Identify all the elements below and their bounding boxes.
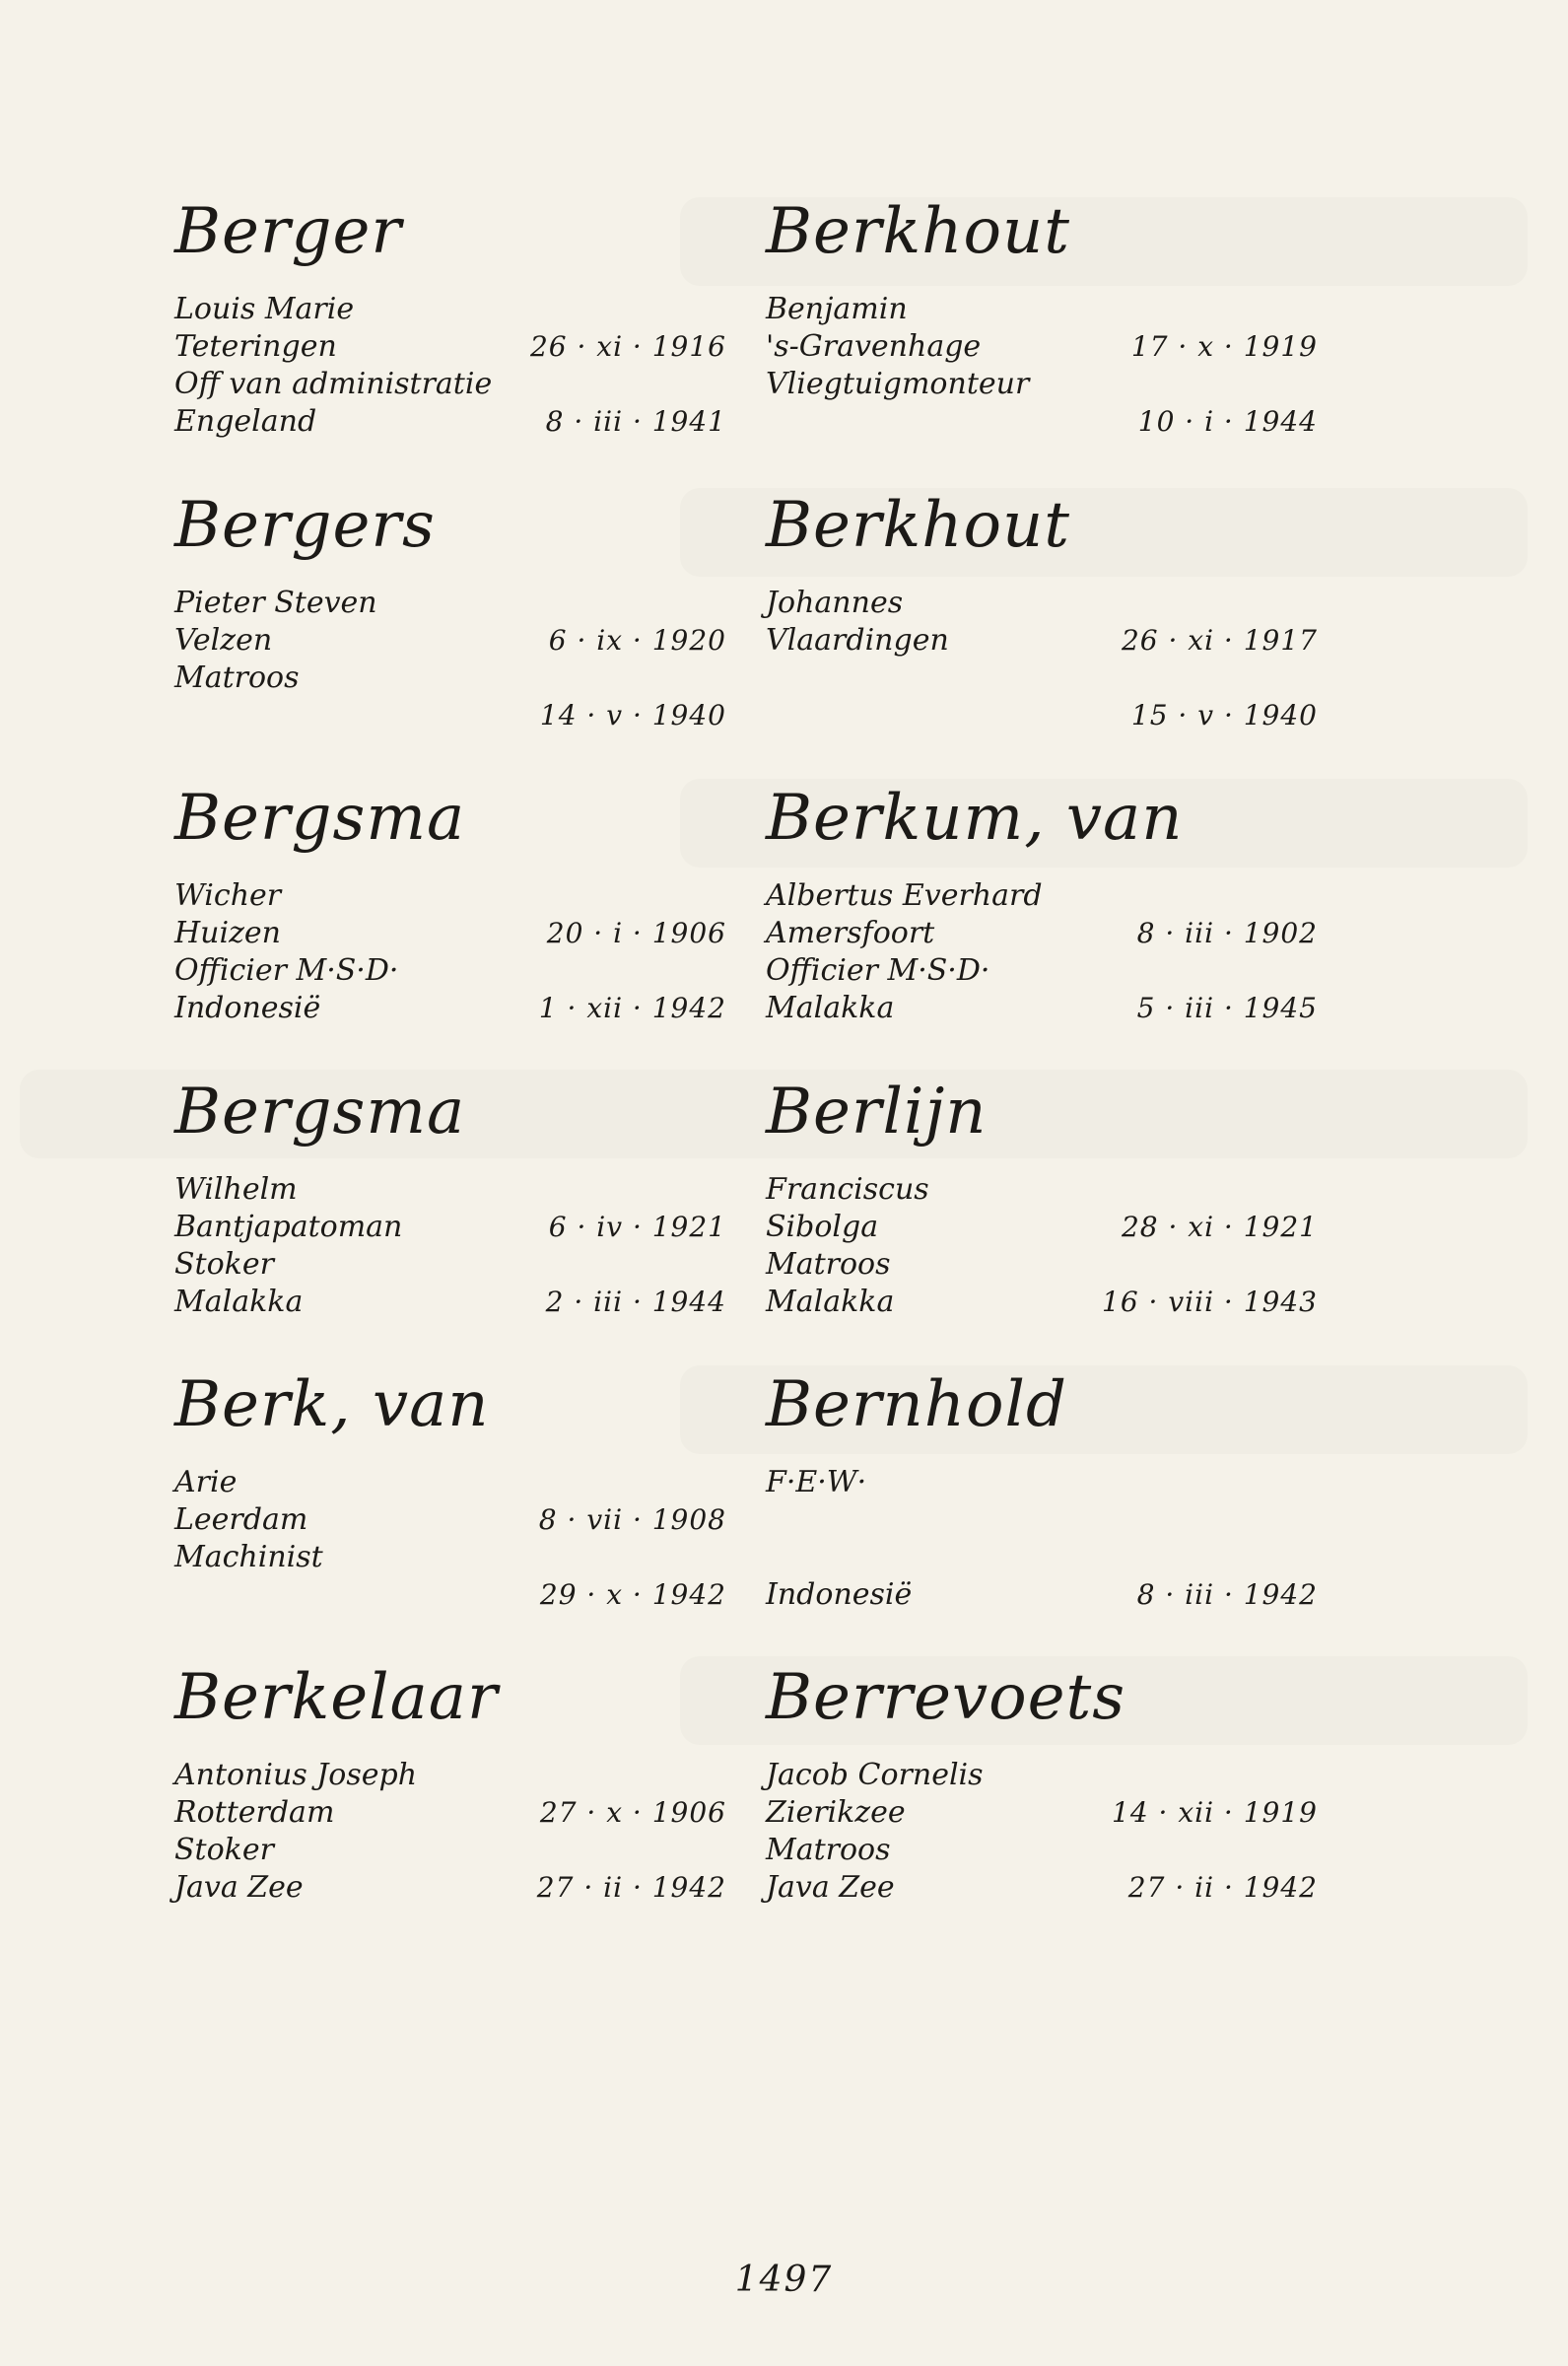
rank: Officier M·S·D· — [766, 953, 990, 988]
first-names-line — [766, 877, 1318, 915]
rank-line — [766, 1539, 1318, 1576]
rank: Matroos — [766, 1833, 891, 1867]
surname: Berrevoets — [766, 1661, 1126, 1734]
rank-line — [174, 1832, 726, 1869]
first-names-line — [766, 1757, 1318, 1794]
birth-line — [766, 328, 1318, 366]
birth-date: 8 · iii · 1902 — [1136, 917, 1318, 949]
birth-date: 20 · i · 1906 — [546, 917, 726, 949]
surname: Berlijn — [766, 1076, 988, 1148]
birth-date: 26 · xi · 1916 — [529, 330, 726, 363]
death-place: Java Zee — [174, 1870, 304, 1905]
first-names-line — [174, 585, 726, 622]
death-line — [174, 1869, 726, 1907]
death-place: Indonesië — [174, 991, 321, 1025]
death-date: 5 · iii · 1945 — [1136, 992, 1318, 1024]
entry-berkhout-2 — [766, 486, 1318, 734]
death-line — [766, 697, 1318, 734]
first-names: Franciscus — [766, 1172, 929, 1207]
first-names-line — [174, 1757, 726, 1794]
rank: Off van administratie — [174, 367, 493, 401]
death-line — [766, 990, 1318, 1027]
death-date: 15 · v · 1940 — [1130, 699, 1318, 731]
rank: Stoker — [174, 1833, 274, 1867]
first-names-line — [766, 585, 1318, 622]
death-line — [174, 1576, 726, 1614]
first-names: Antonius Joseph — [174, 1758, 418, 1792]
rank-line — [174, 1539, 726, 1576]
birthplace: Amersfoort — [766, 916, 935, 950]
birth-date: 17 · x · 1919 — [1130, 330, 1318, 363]
birth-line — [174, 1501, 726, 1539]
death-line — [766, 403, 1318, 441]
entry-berkelaar — [174, 1658, 726, 1907]
entry-berrevoets — [766, 1658, 1318, 1907]
surname: Bergers — [174, 489, 436, 562]
rank-line — [766, 660, 1318, 697]
first-names-line — [174, 1464, 726, 1501]
first-names-line — [174, 877, 726, 915]
first-names: Johannes — [766, 586, 904, 620]
rank: Matroos — [766, 1247, 891, 1282]
death-line — [174, 403, 726, 441]
birth-date: 27 · x · 1906 — [539, 1796, 726, 1829]
death-line — [766, 1869, 1318, 1907]
first-names: Jacob Cornelis — [766, 1758, 984, 1792]
entry-bernhold — [766, 1365, 1318, 1614]
death-date: 27 · ii · 1942 — [536, 1871, 726, 1904]
entry-bergers — [174, 486, 726, 734]
death-line — [766, 1576, 1318, 1614]
birth-line — [766, 1209, 1318, 1246]
rank-line — [174, 952, 726, 990]
birthplace: 's-Gravenhage — [766, 329, 982, 364]
surname: Bergsma — [174, 1076, 466, 1148]
first-names: Louis Marie — [174, 292, 355, 326]
first-names: Arie — [174, 1465, 238, 1499]
entry-bergsma-2 — [174, 1073, 726, 1321]
first-names-line — [174, 1171, 726, 1209]
first-names-line — [766, 1464, 1318, 1501]
birthplace: Huizen — [174, 916, 281, 950]
birthplace: Teteringen — [174, 329, 337, 364]
surname: Berkhout — [766, 195, 1070, 268]
birth-line — [174, 328, 726, 366]
rank-line — [766, 1832, 1318, 1869]
death-date: 16 · viii · 1943 — [1102, 1286, 1318, 1318]
birthplace: Leerdam — [174, 1502, 308, 1537]
death-line — [174, 697, 726, 734]
death-date: 1 · xii · 1942 — [538, 992, 726, 1024]
death-place: Malakka — [174, 1285, 304, 1319]
rank: Machinist — [174, 1540, 323, 1574]
death-date: 14 · v · 1940 — [539, 699, 726, 731]
birth-line — [174, 1209, 726, 1246]
death-place: Indonesië — [766, 1577, 913, 1612]
birth-line — [766, 622, 1318, 660]
birthplace: Velzen — [174, 623, 273, 658]
birth-date: 8 · vii · 1908 — [538, 1503, 726, 1536]
rank: Stoker — [174, 1247, 274, 1282]
death-date: 2 · iii · 1944 — [545, 1286, 726, 1318]
birthplace: Zierikzee — [766, 1795, 906, 1830]
birth-line — [174, 915, 726, 952]
death-date: 27 · ii · 1942 — [1127, 1871, 1318, 1904]
entry-berk-van — [174, 1365, 726, 1614]
rank: Vliegtuigmonteur — [766, 367, 1030, 401]
entry-berger — [174, 192, 726, 441]
death-place: Engeland — [174, 404, 317, 439]
rank-line — [766, 1246, 1318, 1284]
surname: Berkum, van — [766, 782, 1184, 855]
birth-date: 6 · iv · 1921 — [548, 1211, 726, 1243]
surname: Bernhold — [766, 1368, 1067, 1441]
birthplace: Rotterdam — [174, 1795, 335, 1830]
surname: Berkhout — [766, 489, 1070, 562]
birth-line — [766, 1501, 1318, 1539]
first-names: Pieter Steven — [174, 586, 377, 620]
surname: Bergsma — [174, 782, 466, 855]
first-names-line — [766, 1171, 1318, 1209]
birth-line — [766, 915, 1318, 952]
death-line — [766, 1284, 1318, 1321]
entry-bergsma-1 — [174, 779, 726, 1027]
birth-line — [174, 622, 726, 660]
first-names: Benjamin — [766, 292, 908, 326]
rank-line — [766, 952, 1318, 990]
entry-berkum-van — [766, 779, 1318, 1027]
birth-line — [766, 1794, 1318, 1832]
birth-date: 14 · xii · 1919 — [1112, 1796, 1318, 1829]
birth-date: 26 · xi · 1917 — [1121, 624, 1318, 657]
death-date: 10 · i · 1944 — [1137, 405, 1318, 438]
first-names: Wilhelm — [174, 1172, 298, 1207]
death-date: 29 · x · 1942 — [539, 1578, 726, 1611]
death-place: Malakka — [766, 991, 895, 1025]
death-line — [174, 1284, 726, 1321]
death-place: Malakka — [766, 1285, 895, 1319]
birth-line — [174, 1794, 726, 1832]
first-names-line — [174, 291, 726, 328]
death-place: Java Zee — [766, 1870, 895, 1905]
first-names-line — [766, 291, 1318, 328]
rank: Officier M·S·D· — [174, 953, 399, 988]
rank-line — [174, 1246, 726, 1284]
entry-berkhout-1 — [766, 192, 1318, 441]
birthplace: Bantjapatoman — [174, 1210, 403, 1244]
surname: Berkelaar — [174, 1661, 499, 1734]
birth-date: 28 · xi · 1921 — [1121, 1211, 1318, 1243]
death-date: 8 · iii · 1942 — [1136, 1578, 1318, 1611]
death-line — [174, 990, 726, 1027]
birth-date: 6 · ix · 1920 — [548, 624, 726, 657]
entry-berlijn — [766, 1073, 1318, 1321]
first-names: Albertus Everhard — [766, 878, 1043, 913]
rank: Matroos — [174, 661, 300, 695]
birthplace: Vlaardingen — [766, 623, 949, 658]
first-names: F·E·W· — [766, 1465, 867, 1499]
surname: Berk, van — [174, 1368, 490, 1441]
birthplace: Sibolga — [766, 1210, 879, 1244]
first-names: Wicher — [174, 878, 282, 913]
rank-line — [174, 366, 726, 403]
surname: Berger — [174, 195, 402, 268]
rank-line — [766, 366, 1318, 403]
page-number: 1497 — [734, 2260, 834, 2300]
death-date: 8 · iii · 1941 — [545, 405, 726, 438]
rank-line — [174, 660, 726, 697]
